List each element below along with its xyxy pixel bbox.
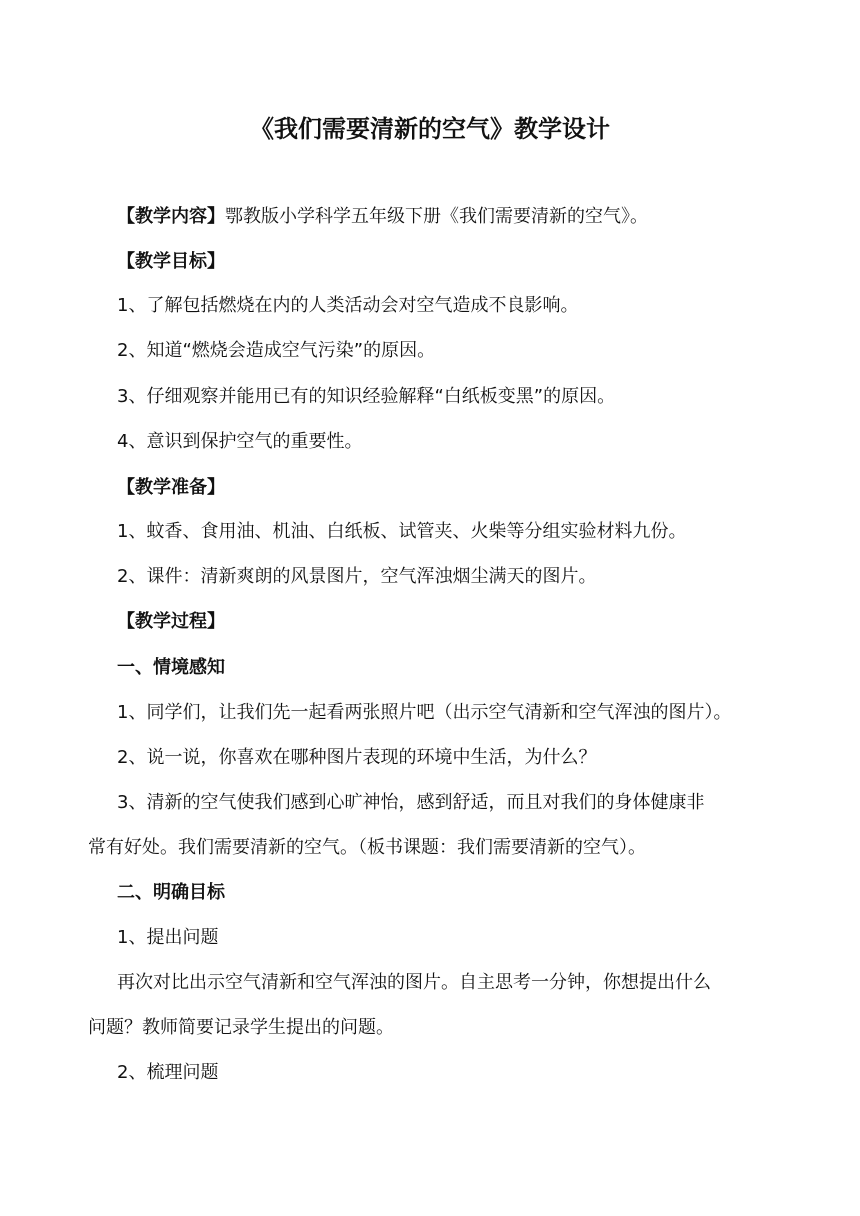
teaching-content-label: 【教学内容】 — [117, 206, 225, 227]
section1-item: 1、同学们，让我们先一起看两张照片吧（出示空气清新和空气浑浊的图片）。 — [117, 702, 732, 723]
goal-item: 2、知道“燃烧会造成空气污染”的原因。 — [117, 340, 436, 361]
section1-paragraph-line: 3、清新的空气使我们感到心旷神怡，感到舒适，而且对我们的身体健康非 — [117, 792, 705, 813]
section1-heading: 一、情境感知 — [117, 657, 225, 678]
section2-heading: 二、明确目标 — [117, 882, 225, 903]
teaching-content-line — [88, 203, 817, 231]
goal-item: 4、意识到保护空气的重要性。 — [117, 431, 363, 452]
section2-subheading: 2、梳理问题 — [117, 1062, 219, 1083]
section2-paragraph-line: 问题？教师简要记录学生提出的问题。 — [88, 1017, 394, 1038]
goal-item: 3、仔细观察并能用已有的知识经验解释“白纸板变黑”的原因。 — [117, 386, 616, 407]
prep-item: 1、蚊香、食用油、机油、白纸板、试管夹、火柴等分组实验材料九份。 — [117, 521, 687, 542]
section2-subheading: 1、提出问题 — [117, 927, 219, 948]
goal-item: 1、了解包括燃烧在内的人类活动会对空气造成不良影响。 — [117, 295, 579, 316]
section2-paragraph-line: 再次对比出示空气清新和空气浑浊的图片。自主思考一分钟，你想提出什么 — [117, 972, 711, 993]
section1-paragraph-line: 常有好处。我们需要清新的空气。（板书课题：我们需要清新的空气）。 — [88, 837, 646, 858]
document-title: 《我们需要清新的空气》教学设计 — [250, 115, 610, 143]
prep-heading: 【教学准备】 — [117, 477, 225, 498]
section1-item: 2、说一说，你喜欢在哪种图片表现的环境中生活，为什么？ — [117, 747, 597, 768]
prep-item: 2、课件：清新爽朗的风景图片，空气浑浊烟尘满天的图片。 — [117, 566, 597, 587]
goals-heading: 【教学目标】 — [117, 251, 225, 272]
process-heading: 【教学过程】 — [117, 611, 225, 632]
teaching-content-text: 鄂教版小学科学五年级下册《我们需要清新的空气》。 — [225, 206, 648, 227]
